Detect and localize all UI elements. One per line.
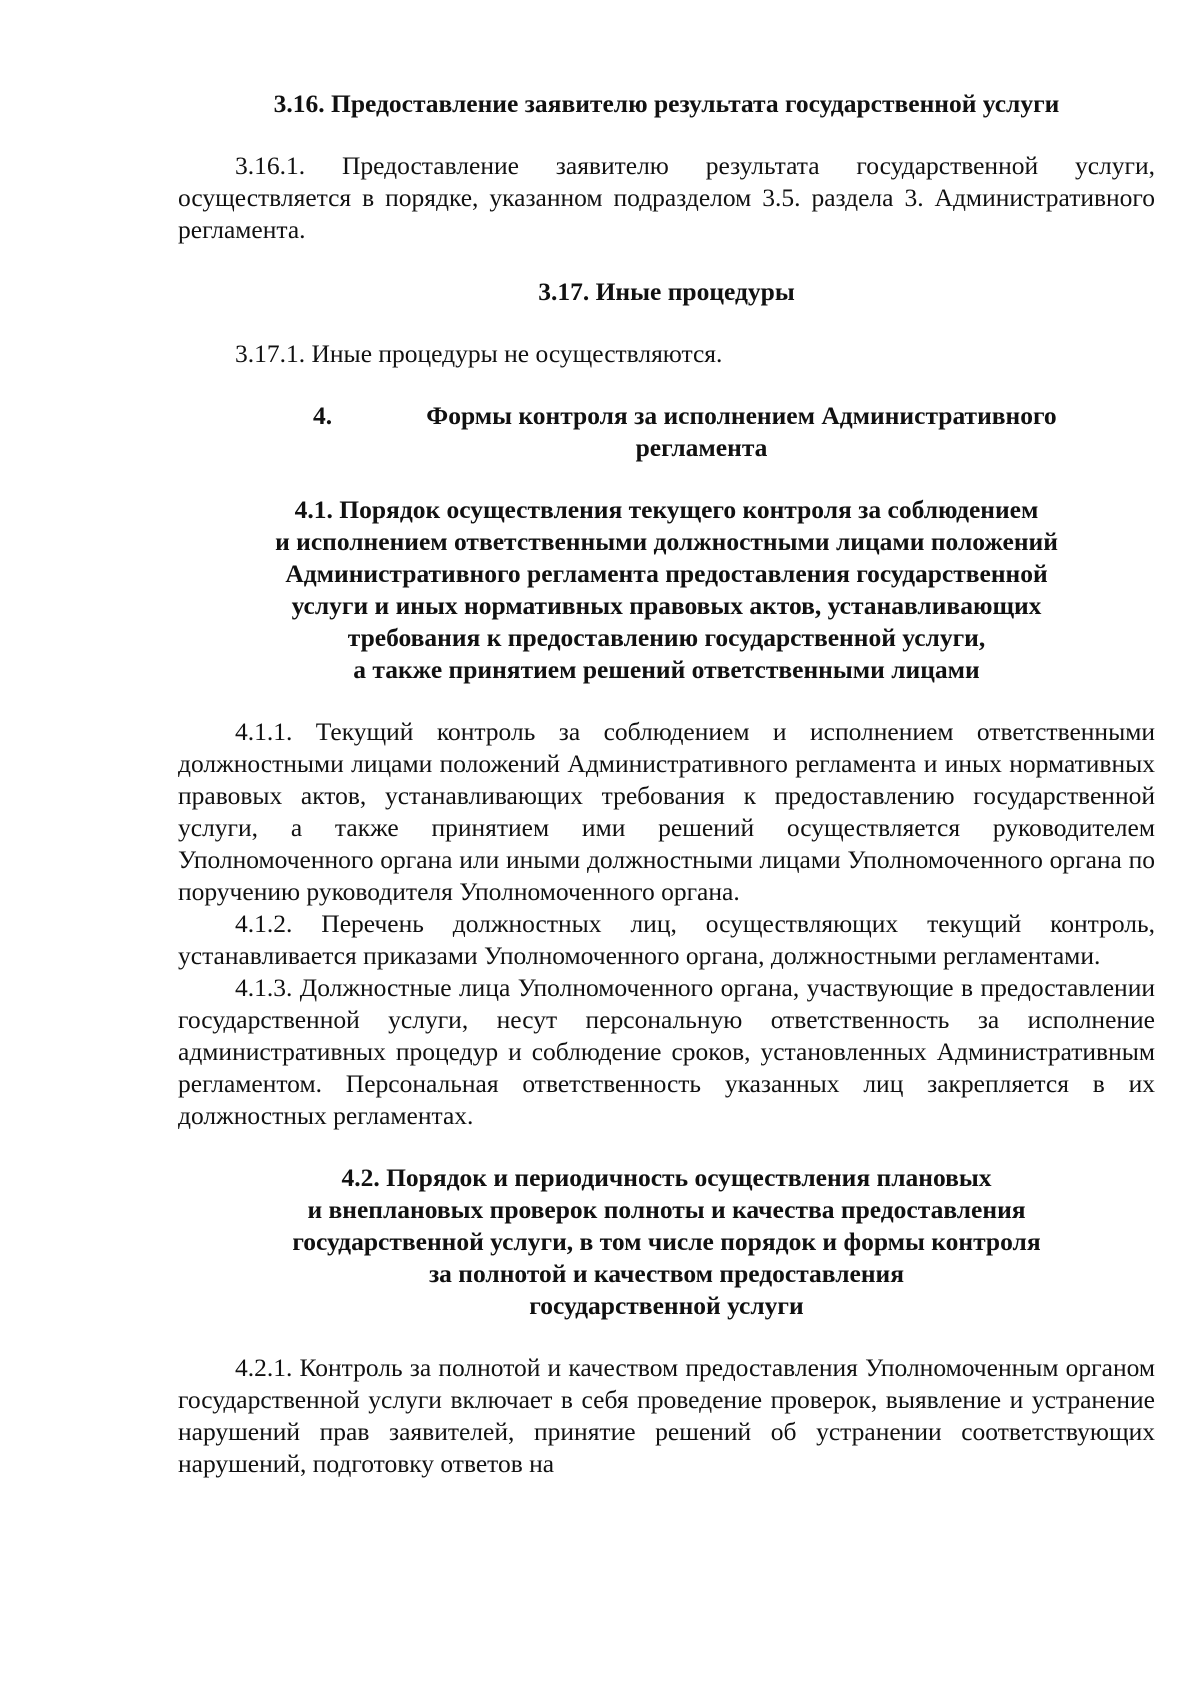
heading-4-1 bbox=[178, 494, 1155, 686]
heading-3-17: 3.17. Иные процедуры bbox=[538, 277, 795, 306]
heading-4-1-line: и исполнением ответственными должностными лицами положений bbox=[275, 527, 1058, 556]
section-4-title-line-2: регламента bbox=[635, 433, 768, 462]
heading-4-2-line: государственной услуги, в том числе порядок и формы контроля bbox=[292, 1227, 1041, 1256]
paragraph-3-16-1: 3.16.1. Предоставление заявителю результата государственной услуги, осуществляется в порядке, указанном подразделом 3.5. раздела 3. Административного регламента. bbox=[178, 151, 1155, 244]
heading-4-1-line: требования к предоставлению государственной услуги, bbox=[347, 623, 986, 652]
heading-4-1-line: услуги и иных нормативных правовых актов, устанавливающих bbox=[291, 591, 1042, 620]
heading-4-2-line: и внеплановых проверок полноты и качества предоставления bbox=[307, 1195, 1026, 1224]
heading-4-1-line: 4.1. Порядок осуществления текущего контроля за соблюдением bbox=[294, 495, 1039, 524]
heading-section-4 bbox=[178, 400, 1155, 464]
paragraph-4-2-1: 4.2.1. Контроль за полнотой и качеством предоставления Уполномоченным органом государственной услуги включает в себя проведение проверок, выявление и устранение нарушений прав заявителей, принятие решений об устранении соответствующих нарушений, подготовку ответов на bbox=[178, 1353, 1155, 1478]
heading-4-1-line: Административного регламента предоставления государственной bbox=[285, 559, 1048, 588]
heading-4-2-line: за полнотой и качеством предоставления bbox=[428, 1259, 905, 1288]
heading-4-2-line: государственной услуги bbox=[529, 1291, 804, 1320]
section-4-title-line-1: Формы контроля за исполнением Административного bbox=[426, 401, 1057, 430]
document-body bbox=[178, 88, 1155, 1480]
heading-4-1-line: а также принятием решений ответственными лицами bbox=[353, 655, 980, 684]
heading-4-2 bbox=[178, 1162, 1155, 1322]
paragraph-4-1-2: 4.1.2. Перечень должностных лиц, осуществляющих текущий контроль, устанавливается приказами Уполномоченного органа, должностными регламентами. bbox=[178, 909, 1155, 970]
paragraph-4-1-1: 4.1.1. Текущий контроль за соблюдением и исполнением ответственными должностными лицами положений Административного регламента и иных нормативных правовых актов, устанавливающих требования к предоставлению государственной услуги, а также принятием ими решений осуществляется руководителем Уполномоченного органа или иными должностными лицами Уполномоченного органа по поручению руководителя Уполномоченного органа. bbox=[178, 717, 1155, 906]
heading-3-16: 3.16. Предоставление заявителю результата государственной услуги bbox=[273, 89, 1060, 118]
paragraph-3-17-1: 3.17.1. Иные процедуры не осуществляются. bbox=[235, 339, 723, 368]
heading-4-2-line: 4.2. Порядок и периодичность осуществления плановых bbox=[341, 1163, 992, 1192]
paragraph-4-1-3: 4.1.3. Должностные лица Уполномоченного органа, участвующие в предоставлении государственной услуги, несут персональную ответственность за исполнение административных процедур и соблюдение сроков, установленных Административным регламентом. Персональная ответственность указанных лиц закрепляется в их должностных регламентах. bbox=[178, 973, 1155, 1130]
section-4-number: 4. bbox=[313, 401, 333, 430]
